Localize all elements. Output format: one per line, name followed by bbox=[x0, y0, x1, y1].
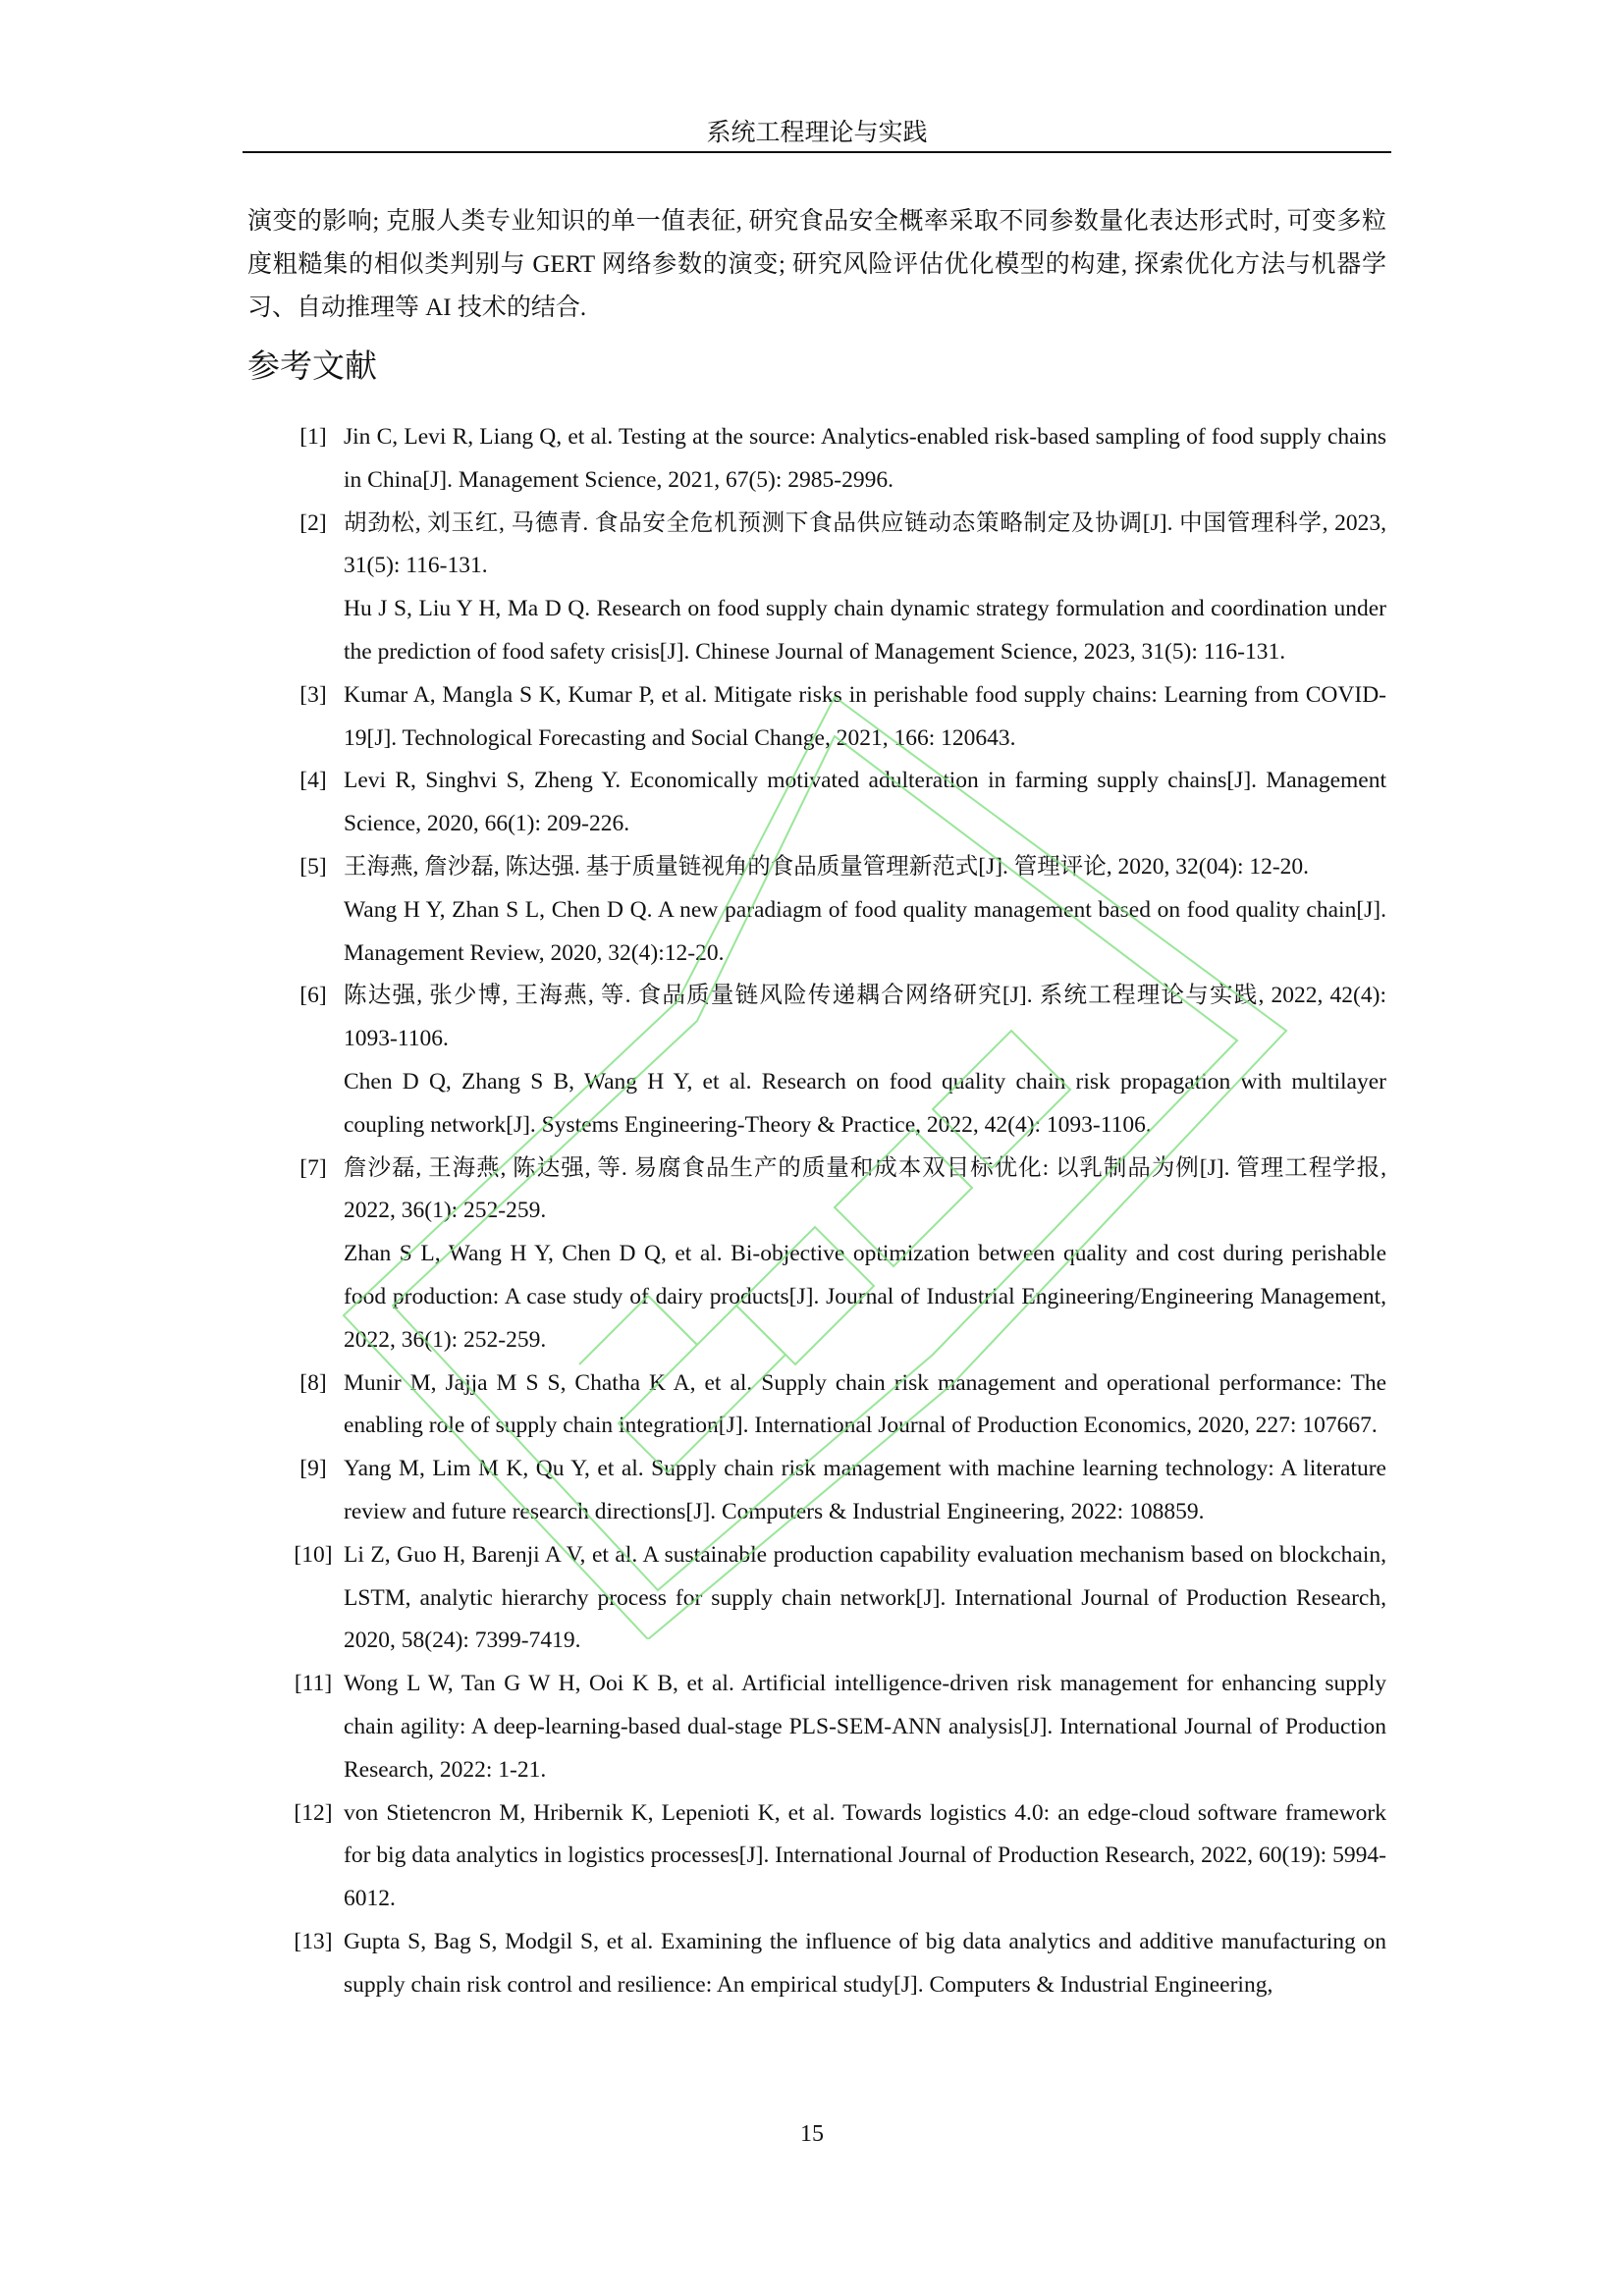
reference-number bbox=[247, 846, 344, 975]
reference-item bbox=[247, 416, 1386, 503]
reference-item bbox=[247, 846, 1386, 975]
reference-text: Chen D Q, Zhang S B, Wang H Y, et al. Research on food quality chain risk propagation with multilayer coupling network[J]. Systems Engineering-Theory & Practice, 2022, 42(4): 1093-1106. bbox=[344, 1068, 1386, 1138]
reference-text: 胡劲松, 刘玉红, 马德青. 食品安全危机预测下食品供应链动态策略制定及协调[J]. 中国管理科学, 2023, 31(5): 116-131. bbox=[344, 509, 1386, 579]
reference-item bbox=[247, 503, 1386, 674]
reference-body bbox=[344, 1448, 1386, 1534]
reference-item bbox=[247, 1663, 1386, 1791]
reference-number-label: [11] bbox=[294, 1671, 333, 1697]
reference-number-label: [12] bbox=[294, 1799, 333, 1826]
reference-number bbox=[247, 760, 344, 846]
reference-item bbox=[247, 674, 1386, 761]
reference-number-label: [13] bbox=[294, 1928, 333, 1954]
reference-number-label: [9] bbox=[299, 1456, 327, 1482]
reference-text: 王海燕, 詹沙磊, 陈达强. 基于质量链视角的食品质量管理新范式[J]. 管理评论, 2020, 32(04): 12-20. bbox=[344, 853, 1310, 880]
reference-number bbox=[247, 503, 344, 674]
reference-number bbox=[247, 1448, 344, 1534]
reference-body bbox=[344, 760, 1386, 846]
reference-number-label: [4] bbox=[299, 768, 327, 794]
reference-number bbox=[247, 1792, 344, 1921]
reference-body bbox=[344, 503, 1386, 674]
reference-body bbox=[344, 416, 1386, 503]
reference-item bbox=[247, 975, 1386, 1147]
references-heading: 参考文献 bbox=[247, 349, 377, 385]
reference-number bbox=[247, 674, 344, 761]
reference-number-label: [2] bbox=[299, 509, 327, 536]
reference-text: Kumar A, Mangla S K, Kumar P, et al. Mitigate risks in perishable food supply chains: Learning from COVID-19[J]. Technological Forecasting and Social Change, 2021, 166: 120643. bbox=[344, 681, 1386, 751]
reference-text: Hu J S, Liu Y H, Ma D Q. Research on food supply chain dynamic strategy formulation and coordination under the prediction of food safety crisis[J]. Chinese Journal of Management Science, 2023, 31(5): 116-131. bbox=[344, 596, 1386, 665]
reference-number bbox=[247, 1921, 344, 2007]
reference-item bbox=[247, 1534, 1386, 1663]
reference-text: Yang M, Lim M K, Qu Y, et al. Supply chain risk management with machine learning technology: A literature review and future research directions[J]. Computers & Industrial Engineering, 2022: 108859. bbox=[344, 1456, 1386, 1524]
reference-body bbox=[344, 975, 1386, 1147]
reference-number-label: [3] bbox=[299, 681, 327, 708]
reference-text: 陈达强, 张少博, 王海燕, 等. 食品质量链风险传递耦合网络研究[J]. 系统工程理论与实践, 2022, 42(4): 1093-1106. bbox=[344, 983, 1386, 1052]
page-number: 15 bbox=[800, 2121, 824, 2147]
reference-body bbox=[344, 1663, 1386, 1791]
reference-number-label: [1] bbox=[299, 424, 327, 450]
reference-body bbox=[344, 1921, 1386, 2007]
reference-text: 詹沙磊, 王海燕, 陈达强, 等. 易腐食品生产的质量和成本双目标优化: 以乳制品为例[J]. 管理工程学报, 2022, 36(1): 252-259. bbox=[344, 1154, 1386, 1224]
reference-text: Li Z, Guo H, Barenji A V, et al. A sustainable production capability evaluation mechanism based on blockchain, LSTM, analytic hierarchy process for supply chain network[J]. International Journal of Production Research, 2020, 58(24): 7399-7419. bbox=[344, 1541, 1386, 1654]
reference-number bbox=[247, 1534, 344, 1663]
reference-item bbox=[247, 1148, 1386, 1362]
reference-body bbox=[344, 1362, 1386, 1449]
reference-text: Zhan S L, Wang H Y, Chen D Q, et al. Bi-objective optimization between quality and cost during perishable food production: A case study of dairy products[J]. Journal of Industrial Engineering/Engineering Management, 2022, 36(1): 252-259. bbox=[344, 1241, 1386, 1353]
reference-item bbox=[247, 1792, 1386, 1921]
reference-body bbox=[344, 1534, 1386, 1663]
reference-text: Jin C, Levi R, Liang Q, et al. Testing at the source: Analytics-enabled risk-based sampling of food supply chains in China[J]. Management Science, 2021, 67(5): 2985-2996. bbox=[344, 424, 1386, 493]
reference-text: Levi R, Singhvi S, Zheng Y. Economically motivated adulteration in farming supply chains[J]. Management Science, 2020, 66(1): 209-226. bbox=[344, 768, 1386, 837]
reference-number-label: [8] bbox=[299, 1369, 327, 1396]
reference-body bbox=[344, 1792, 1386, 1921]
reference-number bbox=[247, 1148, 344, 1362]
reference-text: Wong L W, Tan G W H, Ooi K B, et al. Artificial intelligence-driven risk management for enhancing supply chain agility: A deep-learning-based dual-stage PLS-SEM-ANN analysis[J]. International Journal of Production Research, 2022: 1-21. bbox=[344, 1671, 1386, 1783]
reference-item bbox=[247, 1921, 1386, 2007]
journal-title: 系统工程理论与实践 bbox=[706, 120, 928, 146]
running-header bbox=[243, 116, 1391, 153]
reference-item bbox=[247, 1362, 1386, 1449]
references-list bbox=[247, 416, 1386, 2006]
reference-number-label: [5] bbox=[299, 853, 327, 880]
reference-number bbox=[247, 416, 344, 503]
reference-item bbox=[247, 760, 1386, 846]
reference-number-label: [7] bbox=[299, 1154, 327, 1181]
reference-text: von Stietencron M, Hribernik K, Lepenioti K, et al. Towards logistics 4.0: an edge-cloud software framework for big data analytics in logistics processes[J]. International Journal of Production Research, 2022, 60(19): 5994-6012. bbox=[344, 1799, 1386, 1912]
reference-body bbox=[344, 1148, 1386, 1362]
reference-number bbox=[247, 1362, 344, 1449]
reference-text: Wang H Y, Zhan S L, Chen D Q. A new paradiagm of food quality management based on food quality chain[J]. Management Review, 2020, 32(4):12-20. bbox=[344, 896, 1386, 966]
reference-number-label: [10] bbox=[294, 1541, 333, 1568]
reference-text: Gupta S, Bag S, Modgil S, et al. Examining the influence of big data analytics and additive manufacturing on supply chain risk control and resilience: An empirical study[J]. Computers & Industrial Engineering, bbox=[344, 1928, 1386, 1998]
reference-number bbox=[247, 975, 344, 1147]
reference-text: Munir M, Jajja M S S, Chatha K A, et al. Supply chain risk management and operational performance: The enabling role of supply chain integration[J]. International Journal of Production Economics, 2020, 227: 107667. bbox=[344, 1369, 1386, 1439]
reference-body bbox=[344, 674, 1386, 761]
reference-body bbox=[344, 846, 1386, 975]
reference-number bbox=[247, 1663, 344, 1791]
reference-item bbox=[247, 1448, 1386, 1534]
intro-paragraph: 演变的影响; 克服人类专业知识的单一值表征, 研究食品安全概率采取不同参数量化表达形式时, 可变多粒度粗糙集的相似类判别与 GERT 网络参数的演变; 研究风险评估优化模型的构建, 探索优化方法与机器学习、自动推理等 AI 技术的结合. bbox=[247, 208, 1386, 321]
reference-number-label: [6] bbox=[299, 983, 327, 1009]
